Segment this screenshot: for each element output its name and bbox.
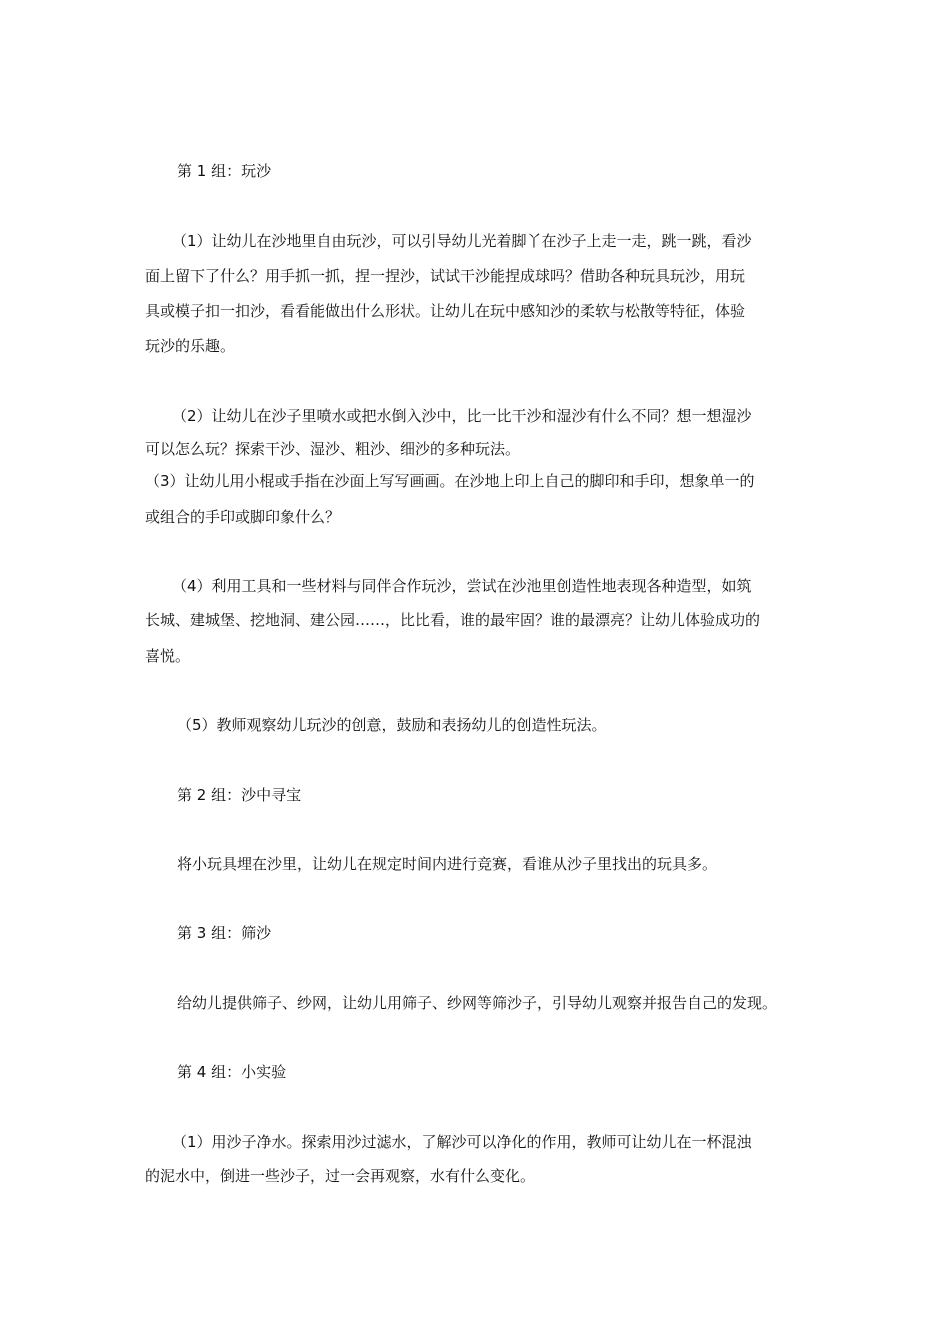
- group1-item3-line2: 或组合的手印或脚印象什么？: [145, 508, 341, 526]
- group1-item1-line4: 玩沙的乐趣。: [145, 337, 236, 355]
- group1-item2-line2: 可以怎么玩？探索干沙、湿沙、粗沙、细沙的多种玩法。: [145, 440, 521, 458]
- group4-item1-line1: （1）用沙子净水。探索用沙过滤水，了解沙可以净化的作用，教师可让幼儿在一杯混浊: [172, 1133, 752, 1151]
- group4-item1-line2: 的泥水中，倒进一些沙子，过一会再观察，水有什么变化。: [145, 1167, 536, 1185]
- group1-item1-line1: （1）让幼儿在沙地里自由玩沙，可以引导幼儿光着脚丫在沙子上走一走，跳一跳，看沙: [172, 232, 752, 250]
- group1-item3-line1: （3）让幼儿用小棍或手指在沙面上写写画画。在沙地上印上自己的脚印和手印，想象单一的: [145, 472, 755, 490]
- group1-item1-line3: 具或模子扣一扣沙，看看能做出什么形状。让幼儿在玩中感知沙的柔软与松散等特征，体验: [145, 302, 746, 320]
- group3-heading: 第 3 组：筛沙: [177, 924, 272, 942]
- group4-heading: 第 4 组：小实验: [177, 1063, 287, 1081]
- group1-item4-line3: 喜悦。: [145, 647, 191, 665]
- group1-item2-line1: （2）让幼儿在沙子里喷水或把水倒入沙中，比一比干沙和湿沙有什么不同？想一想湿沙: [172, 407, 752, 425]
- group1-item1-line2: 面上留下了什么？用手抓一抓，捏一捏沙，试试干沙能捏成球吗？借助各种玩具玩沙，用玩: [145, 267, 746, 285]
- group1-item4-line1: （4）利用工具和一些材料与同伴合作玩沙，尝试在沙池里创造性地表现各种造型，如筑: [172, 577, 752, 595]
- group2-heading: 第 2 组：沙中寻宝: [177, 786, 302, 804]
- group2-text: 将小玩具埋在沙里，让幼儿在规定时间内进行竞赛，看谁从沙子里找出的玩具多。: [177, 855, 718, 873]
- group1-heading: 第 1 组：玩沙: [177, 162, 272, 180]
- group1-item5: （5）教师观察幼儿玩沙的创意，鼓励和表扬幼儿的创造性玩法。: [177, 716, 607, 734]
- group1-item4-line2: 长城、建城堡、挖地洞、建公园……，比比看，谁的最牢固？谁的最漂亮？让幼儿体验成功的: [145, 611, 761, 629]
- group3-text: 给幼儿提供筛子、纱网，让幼儿用筛子、纱网等筛沙子，引导幼儿观察并报告自己的发现。: [177, 994, 778, 1012]
